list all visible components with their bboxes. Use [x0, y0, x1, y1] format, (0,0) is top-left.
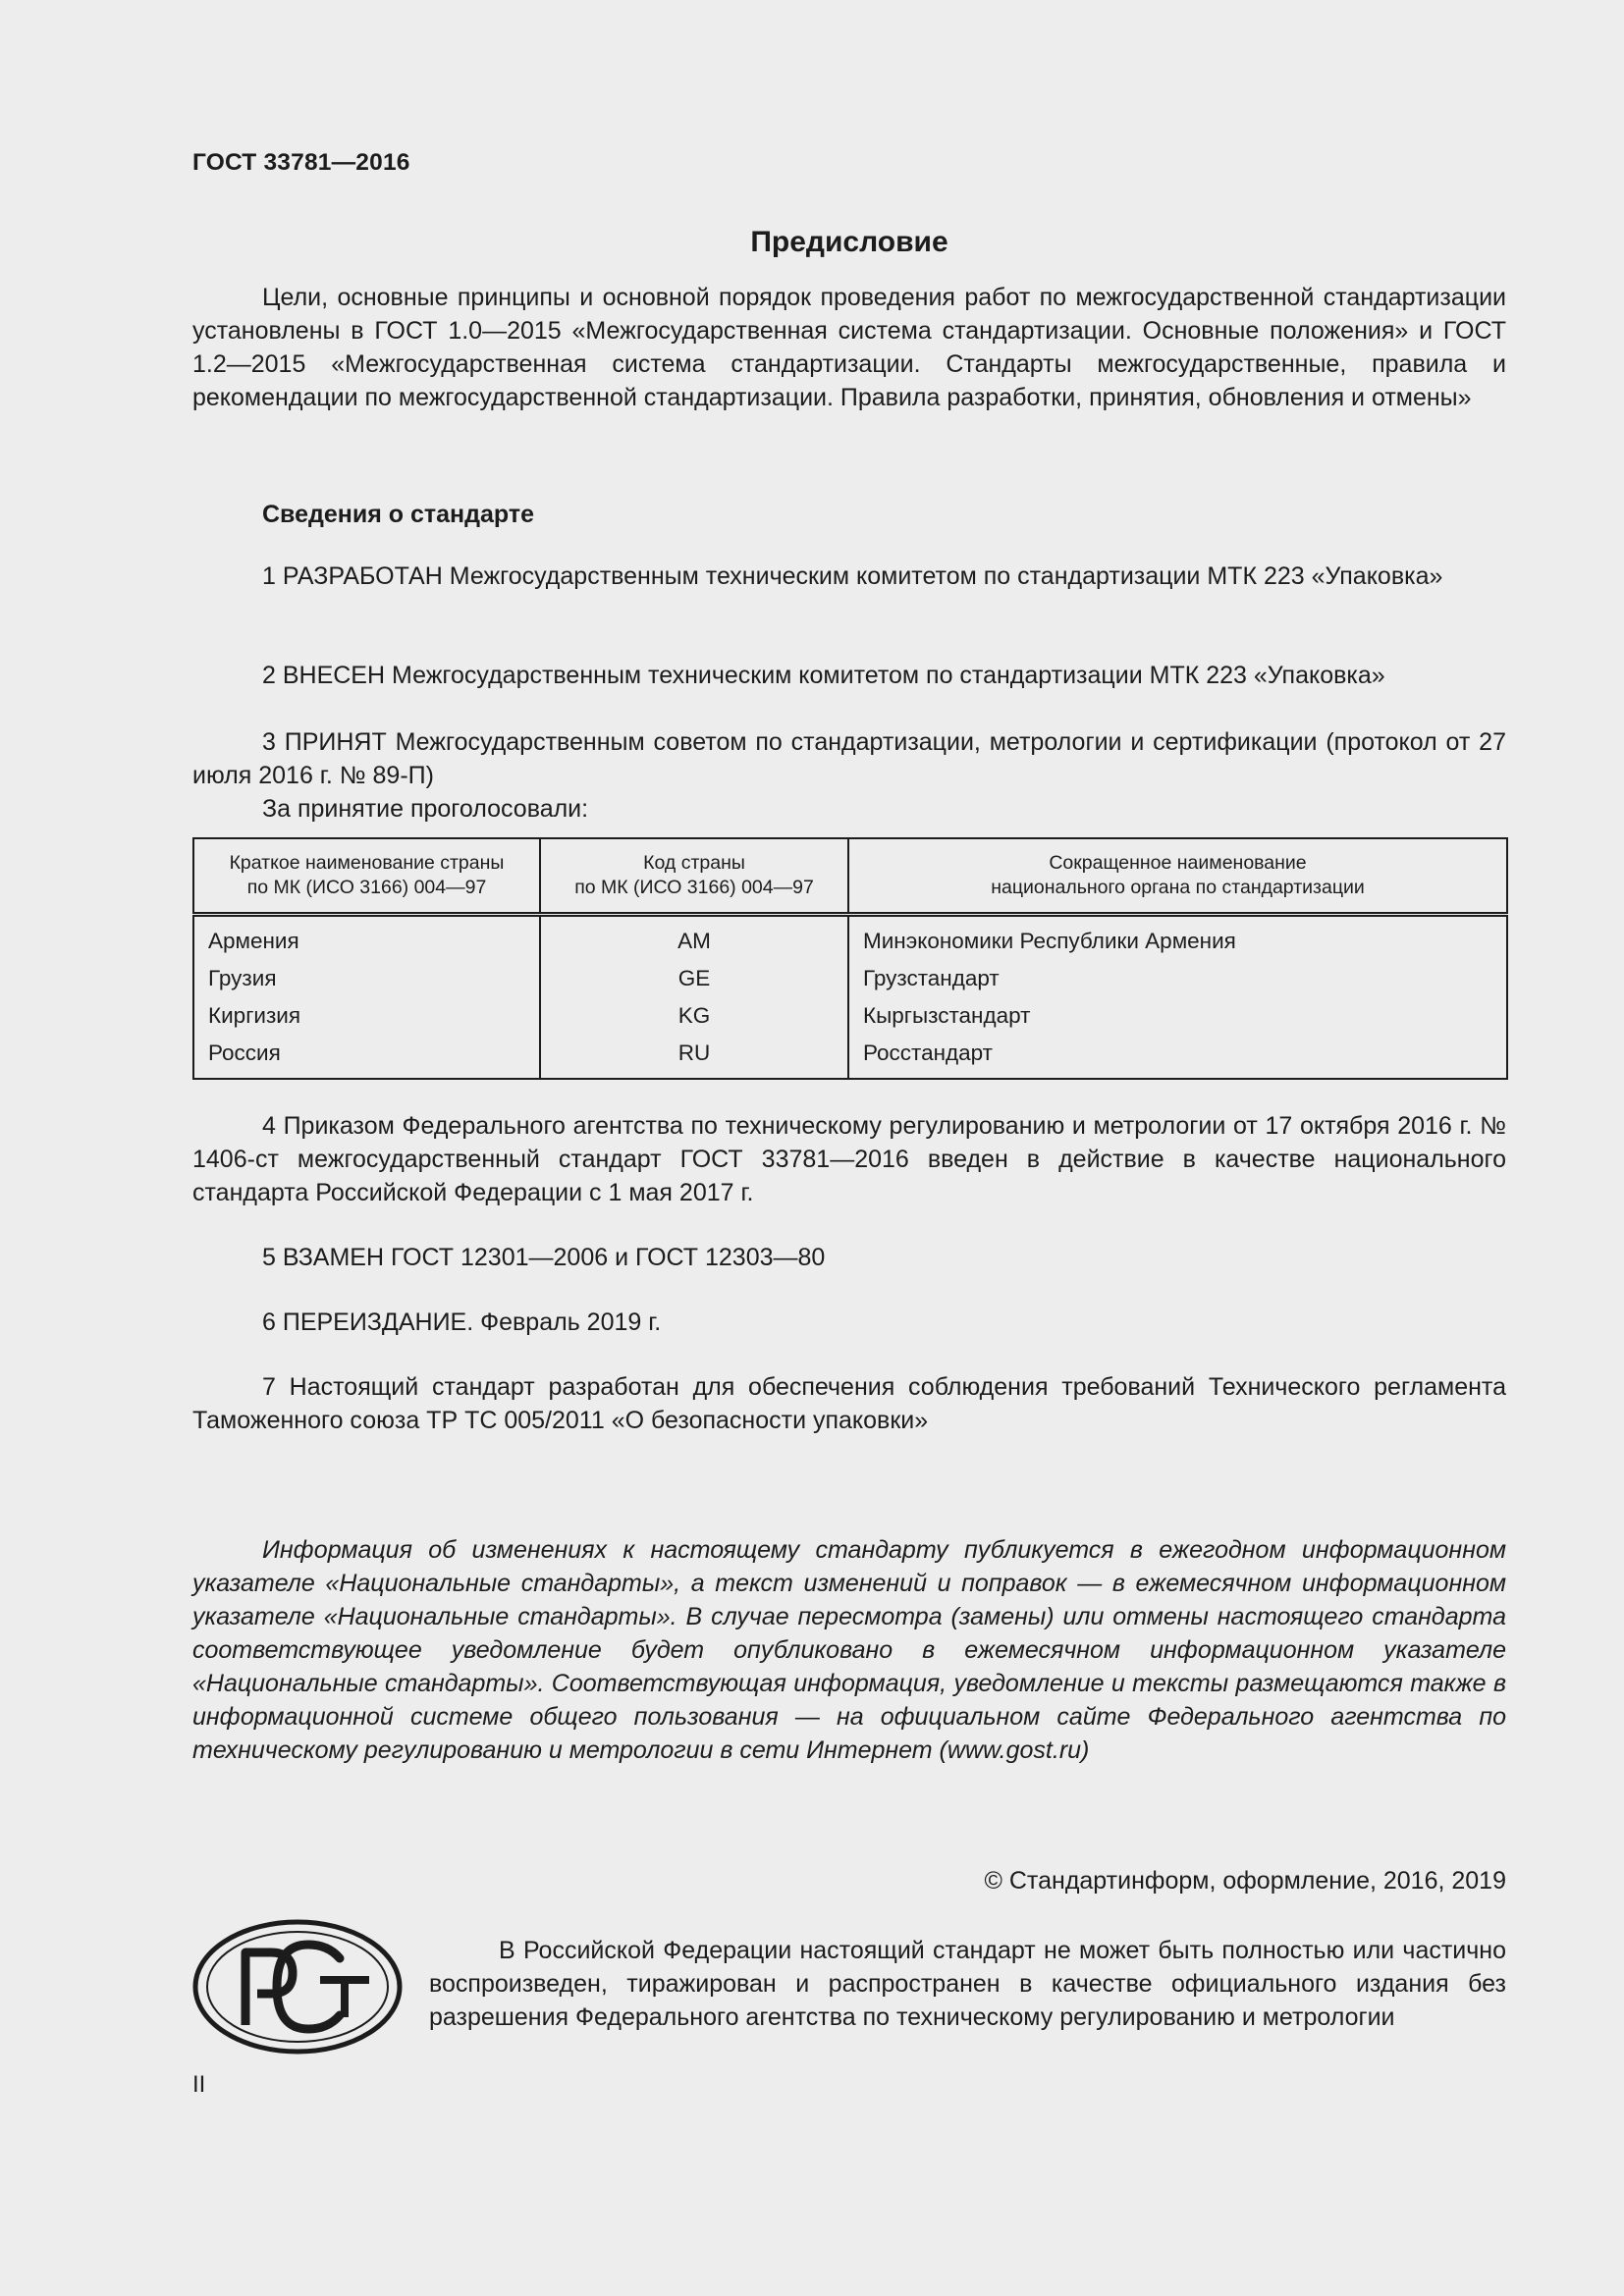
item-submitted: 2 ВНЕСЕН Межгосударственным техническим комитетом по стандартизации МТК 223 «Упаковка» — [262, 662, 1385, 689]
table-row — [193, 997, 1507, 1035]
table-row — [193, 1035, 1507, 1079]
page-number: II — [192, 2071, 206, 2098]
about-standard-heading: Сведения о стандарте — [262, 501, 535, 528]
code-cell: RU — [540, 1035, 848, 1079]
header-national-body-line1: Сокращенное наименование — [1049, 852, 1307, 874]
header-country-code — [540, 838, 848, 915]
legal-notice: В Российской Федерации настоящий стандарт не может быть полностью или частично воспроизведен, тиражирован и распространен в качестве официального издания без разрешения Федерального агентства по техническому регулированию и метрологии — [429, 1937, 1506, 2031]
header-country-code-line1: Код страны — [643, 852, 745, 874]
national-body-cell: Грузстандарт — [848, 960, 1507, 997]
section-title: Предисловие — [750, 226, 948, 258]
copyright-line: © Стандартинформ, оформление, 2016, 2019 — [984, 1867, 1506, 1895]
header-country-name — [193, 838, 540, 915]
votes-table — [192, 837, 1508, 1080]
header-country-name-line2: по МК (ИСО 3166) 004—97 — [246, 877, 487, 898]
item-adopted: 3 ПРИНЯТ Межгосударственным советом по стандартизации, метрологии и сертификации (протокол от 27 июля 2016 г. № 89-П) — [192, 728, 1506, 789]
header-country-code-line2: по МК (ИСО 3166) 004—97 — [574, 877, 814, 898]
country-cell: Грузия — [193, 960, 540, 997]
item-technical-regulation: 7 Настоящий стандарт разработан для обеспечения соблюдения требований Технического регламента Таможенного союза ТР ТС 005/2011 «О безопасности упаковки» — [192, 1373, 1506, 1434]
country-cell: Армения — [193, 915, 540, 961]
code-cell: AM — [540, 915, 848, 961]
table-row — [193, 915, 1507, 961]
code-cell: GE — [540, 960, 848, 997]
votes-label: За принятие проголосовали: — [262, 795, 589, 823]
item-enacted: 4 Приказом Федерального агентства по техническому регулированию и метрологии от 17 октября 2016 г. № 1406-ст межгосударственный стандарт ГОСТ 33781—2016 введен в действие в качестве национального стандарта Российской Федерации с 1 мая 2017 г. — [192, 1112, 1506, 1206]
country-cell: Киргизия — [193, 997, 540, 1035]
header-national-body — [848, 838, 1507, 915]
intro-paragraph: Цели, основные принципы и основной порядок проведения работ по межгосударственной стандартизации установлены в ГОСТ 1.0—2015 «Межгосударственная система стандартизации. Основные положения» и ГОСТ 1.2—2015 «Межгосударственная система стандартизации. Стандарты межгосударственные, правила и рекомендации по межгосударственной стандартизации. Правила разработки, принятия, обновления и отмены» — [192, 284, 1506, 411]
country-cell: Россия — [193, 1035, 540, 1079]
national-body-cell: Росстандарт — [848, 1035, 1507, 1079]
header-country-name-line1: Краткое наименование страны — [229, 852, 505, 874]
national-body-cell: Кыргызстандарт — [848, 997, 1507, 1035]
code-cell: KG — [540, 997, 848, 1035]
item-developed: 1 РАЗРАБОТАН Межгосударственным техническим комитетом по стандартизации МТК 223 «Упаковка» — [262, 562, 1443, 590]
header-national-body-line2: национального органа по стандартизации — [991, 877, 1365, 898]
item-replaces: 5 ВЗАМЕН ГОСТ 12301—2006 и ГОСТ 12303—80 — [262, 1244, 826, 1271]
standard-code: ГОСТ 33781—2016 — [192, 149, 410, 176]
rst-mark-icon — [192, 1919, 403, 2055]
national-body-cell: Минэкономики Республики Армения — [848, 915, 1507, 961]
table-row — [193, 960, 1507, 997]
item-reissue: 6 ПЕРЕИЗДАНИЕ. Февраль 2019 г. — [262, 1308, 662, 1336]
votes-table-header — [193, 838, 1507, 915]
change-info-note: Информация об изменениях к настоящему стандарту публикуется в ежегодном информационном указателе «Национальные стандарты», а текст изменений и поправок — в ежемесячном информационном указателе «Национальные стандарты». В случае пересмотра (замены) или отмены настоящего стандарта соответствующее уведомление будет опубликовано в ежемесячном информационном указателе «Национальные стандарты». Соответствующая информация, уведомление и тексты размещаются также в информационной системе общего пользования — на официальном сайте Федерального агентства по техническому регулированию и метрологии в сети Интернет (www.gost.ru) — [192, 1536, 1506, 1764]
